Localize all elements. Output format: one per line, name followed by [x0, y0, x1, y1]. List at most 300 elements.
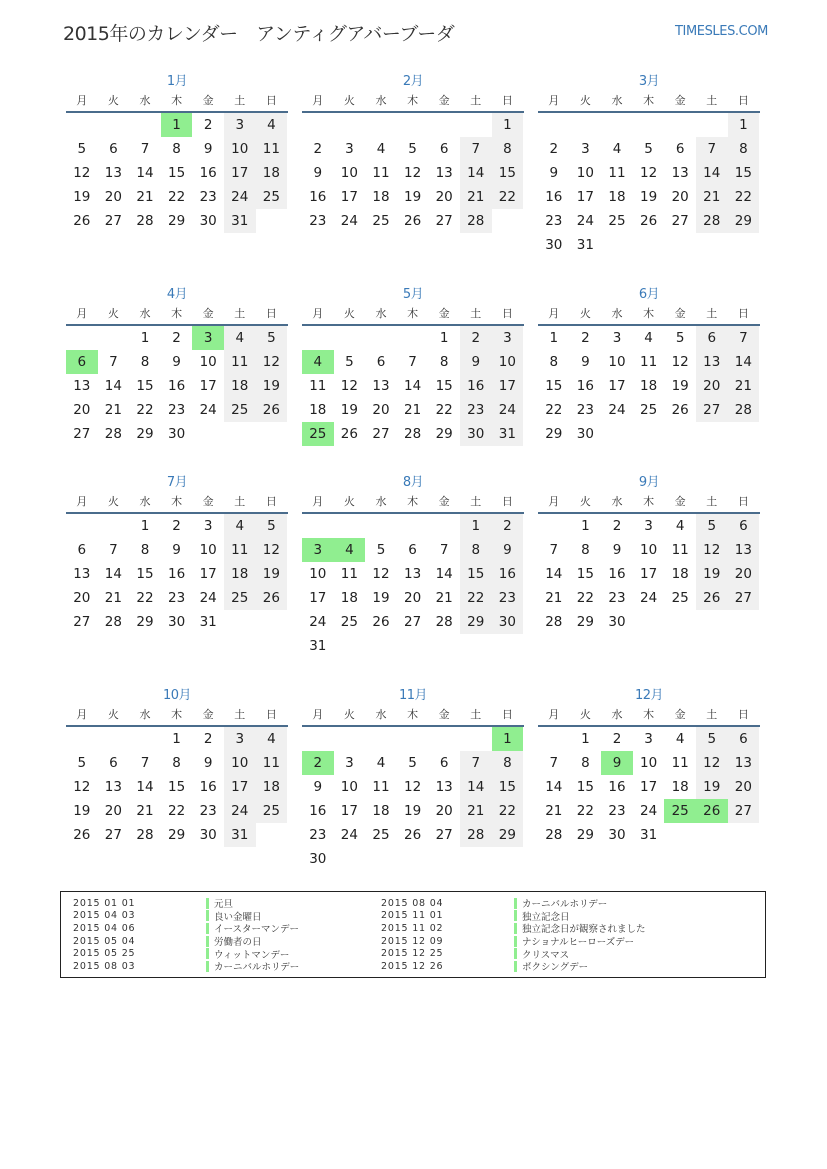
site-logo[interactable]: TIMESLES.COM [674, 24, 768, 39]
day-cell[interactable]: 20 [403, 590, 422, 606]
day-cell[interactable]: 10 [639, 542, 658, 558]
day-cell[interactable]: 19 [372, 590, 390, 606]
day-cell[interactable]: 12 [696, 751, 728, 775]
day-cell[interactable]: 10 [224, 137, 256, 161]
day-cell[interactable]: 10 [492, 350, 524, 374]
day-cell[interactable]: 22 [492, 799, 524, 823]
day-cell[interactable]: 25 [372, 827, 390, 843]
day-cell[interactable]: 28 [104, 426, 122, 442]
day-cell[interactable]: 22 [167, 803, 186, 819]
day-cell[interactable]: 10 [199, 354, 217, 370]
day-cell[interactable]: 5 [644, 141, 653, 157]
day-cell[interactable]: 23 [608, 590, 626, 606]
day-cell[interactable]: 12 [696, 538, 728, 562]
day-cell[interactable]: 14 [104, 566, 122, 582]
day-cell[interactable]: 26 [256, 398, 288, 422]
day-cell[interactable]: 16 [309, 189, 327, 205]
day-cell[interactable]: 14 [545, 779, 563, 795]
day-cell[interactable]: 13 [372, 378, 390, 394]
day-cell[interactable]: 11 [608, 165, 626, 181]
day-cell[interactable]: 17 [492, 374, 524, 398]
day-cell[interactable]: 14 [728, 350, 760, 374]
day-cell[interactable]: 16 [576, 378, 594, 394]
day-cell[interactable]: 12 [256, 538, 288, 562]
day-cell[interactable]: 3 [224, 113, 256, 137]
day-cell[interactable]: 15 [576, 779, 594, 795]
day-cell[interactable]: 10 [576, 165, 594, 181]
day-cell[interactable]: 2 [460, 326, 492, 350]
day-cell[interactable]: 12 [340, 378, 358, 394]
day-cell[interactable]: 13 [73, 378, 91, 394]
day-cell[interactable]: 24 [639, 590, 658, 606]
day-cell[interactable]: 21 [104, 402, 122, 418]
day-cell[interactable]: 4 [376, 755, 386, 771]
day-cell[interactable]: 28 [696, 209, 728, 233]
day-cell[interactable]: 14 [104, 378, 122, 394]
day-cell[interactable]: 17 [199, 378, 217, 394]
day-cell[interactable]: 16 [199, 779, 217, 795]
day-cell[interactable]: 8 [492, 137, 524, 161]
day-cell[interactable]: 21 [104, 590, 122, 606]
day-cell[interactable]: 20 [372, 402, 390, 418]
day-cell[interactable]: 7 [696, 137, 728, 161]
day-cell[interactable]: 25 [302, 422, 334, 446]
day-cell[interactable]: 6 [728, 727, 760, 751]
day-cell[interactable]: 19 [340, 402, 358, 418]
day-cell[interactable]: 6 [439, 141, 449, 157]
day-cell[interactable]: 29 [167, 827, 186, 843]
day-cell[interactable]: 12 [372, 566, 390, 582]
day-cell[interactable]: 23 [199, 189, 217, 205]
day-cell[interactable]: 11 [340, 566, 358, 582]
day-cell[interactable]: 25 [224, 586, 256, 610]
day-cell[interactable]: 24 [224, 185, 256, 209]
day-cell[interactable]: 15 [492, 161, 524, 185]
day-cell[interactable]: 3 [345, 755, 354, 771]
day-cell[interactable]: 30 [309, 851, 327, 867]
day-cell[interactable]: 24 [492, 398, 524, 422]
day-cell[interactable]: 25 [224, 398, 256, 422]
day-cell[interactable]: 15 [167, 165, 186, 181]
day-cell[interactable]: 21 [435, 590, 453, 606]
day-cell[interactable]: 9 [581, 354, 590, 370]
day-cell[interactable]: 1 [140, 518, 150, 534]
day-cell[interactable]: 17 [224, 161, 256, 185]
day-cell[interactable]: 13 [696, 350, 728, 374]
day-cell[interactable]: 2 [172, 518, 181, 534]
day-cell[interactable]: 21 [545, 803, 563, 819]
day-cell[interactable]: 25 [664, 799, 696, 823]
day-cell[interactable]: 16 [608, 566, 626, 582]
day-cell[interactable]: 24 [608, 402, 626, 418]
day-cell[interactable]: 16 [309, 803, 327, 819]
day-cell[interactable]: 12 [403, 165, 422, 181]
day-cell[interactable]: 16 [492, 562, 524, 586]
day-cell[interactable]: 30 [460, 422, 492, 446]
day-cell[interactable]: 30 [608, 827, 626, 843]
day-cell[interactable]: 29 [435, 426, 453, 442]
day-cell[interactable]: 19 [639, 189, 658, 205]
day-cell[interactable]: 27 [728, 586, 760, 610]
day-cell[interactable]: 31 [309, 638, 327, 654]
day-cell[interactable]: 13 [403, 566, 422, 582]
day-cell[interactable]: 1 [460, 514, 492, 538]
day-cell[interactable]: 5 [696, 727, 728, 751]
day-cell[interactable]: 17 [608, 378, 626, 394]
day-cell[interactable]: 9 [612, 542, 622, 558]
day-cell[interactable]: 9 [601, 751, 633, 775]
day-cell[interactable]: 10 [639, 755, 658, 771]
day-cell[interactable]: 26 [403, 827, 422, 843]
day-cell[interactable]: 6 [675, 141, 685, 157]
day-cell[interactable]: 13 [435, 165, 453, 181]
day-cell[interactable]: 12 [671, 354, 689, 370]
day-cell[interactable]: 10 [224, 751, 256, 775]
day-cell[interactable]: 25 [340, 614, 358, 630]
day-cell[interactable]: 20 [104, 803, 122, 819]
day-cell[interactable]: 22 [136, 402, 154, 418]
day-cell[interactable]: 22 [136, 590, 154, 606]
day-cell[interactable]: 8 [439, 354, 449, 370]
day-cell[interactable]: 18 [608, 189, 626, 205]
day-cell[interactable]: 28 [104, 614, 122, 630]
day-cell[interactable]: 6 [408, 542, 417, 558]
day-cell[interactable]: 28 [460, 209, 492, 233]
day-cell[interactable]: 11 [639, 354, 658, 370]
day-cell[interactable]: 11 [309, 378, 327, 394]
day-cell[interactable]: 8 [581, 542, 590, 558]
day-cell[interactable]: 12 [73, 779, 91, 795]
day-cell[interactable]: 11 [372, 165, 390, 181]
day-cell[interactable]: 5 [696, 514, 728, 538]
day-cell[interactable]: 15 [460, 562, 492, 586]
day-cell[interactable]: 24 [340, 213, 358, 229]
day-cell[interactable]: 24 [576, 213, 594, 229]
day-cell[interactable]: 17 [199, 566, 217, 582]
day-cell[interactable]: 30 [167, 614, 186, 630]
day-cell[interactable]: 23 [167, 402, 186, 418]
day-cell[interactable]: 5 [675, 330, 685, 346]
day-cell[interactable]: 9 [313, 779, 323, 795]
day-cell[interactable]: 20 [696, 374, 728, 398]
day-cell[interactable]: 21 [460, 185, 492, 209]
day-cell[interactable]: 30 [608, 614, 626, 630]
day-cell[interactable]: 17 [340, 189, 358, 205]
day-cell[interactable]: 28 [136, 827, 154, 843]
day-cell[interactable]: 29 [136, 614, 154, 630]
day-cell[interactable]: 29 [492, 823, 524, 847]
day-cell[interactable]: 9 [313, 165, 323, 181]
day-cell[interactable]: 2 [313, 141, 323, 157]
day-cell[interactable]: 1 [439, 330, 449, 346]
day-cell[interactable]: 7 [460, 137, 492, 161]
day-cell[interactable]: 8 [460, 538, 492, 562]
day-cell[interactable]: 30 [576, 426, 594, 442]
day-cell[interactable]: 15 [435, 378, 453, 394]
day-cell[interactable]: 18 [372, 803, 390, 819]
day-cell[interactable]: 16 [460, 374, 492, 398]
day-cell[interactable]: 15 [136, 566, 154, 582]
day-cell[interactable]: 18 [372, 189, 390, 205]
day-cell[interactable]: 27 [435, 213, 453, 229]
day-cell[interactable]: 4 [224, 514, 256, 538]
day-cell[interactable]: 11 [224, 350, 256, 374]
day-cell[interactable]: 12 [639, 165, 658, 181]
day-cell[interactable]: 8 [492, 751, 524, 775]
day-cell[interactable]: 21 [545, 590, 563, 606]
day-cell[interactable]: 23 [492, 586, 524, 610]
day-cell[interactable]: 29 [460, 610, 492, 634]
day-cell[interactable]: 13 [104, 779, 122, 795]
day-cell[interactable]: 14 [136, 165, 154, 181]
day-cell[interactable]: 6 [77, 542, 87, 558]
day-cell[interactable]: 20 [73, 590, 91, 606]
day-cell[interactable]: 3 [224, 727, 256, 751]
day-cell[interactable]: 28 [460, 823, 492, 847]
day-cell[interactable]: 29 [136, 426, 154, 442]
day-cell[interactable]: 21 [460, 799, 492, 823]
day-cell[interactable]: 28 [728, 398, 760, 422]
day-cell[interactable]: 19 [403, 803, 422, 819]
day-cell[interactable]: 30 [545, 237, 563, 253]
day-cell[interactable]: 26 [696, 586, 728, 610]
day-cell[interactable]: 26 [73, 213, 91, 229]
day-cell[interactable]: 9 [203, 141, 213, 157]
day-cell[interactable]: 7 [439, 542, 449, 558]
day-cell[interactable]: 3 [302, 538, 334, 562]
day-cell[interactable]: 25 [671, 590, 689, 606]
day-cell[interactable]: 28 [545, 827, 563, 843]
day-cell[interactable]: 16 [608, 779, 626, 795]
day-cell[interactable]: 4 [644, 330, 653, 346]
day-cell[interactable]: 8 [140, 354, 150, 370]
day-cell[interactable]: 23 [167, 590, 186, 606]
day-cell[interactable]: 19 [73, 189, 91, 205]
day-cell[interactable]: 5 [77, 141, 87, 157]
day-cell[interactable]: 19 [73, 803, 91, 819]
day-cell[interactable]: 20 [435, 803, 453, 819]
day-cell[interactable]: 15 [728, 161, 760, 185]
day-cell[interactable]: 25 [256, 185, 288, 209]
day-cell[interactable]: 26 [73, 827, 91, 843]
day-cell[interactable]: 6 [66, 350, 98, 374]
day-cell[interactable]: 2 [203, 731, 213, 747]
day-cell[interactable]: 20 [728, 562, 760, 586]
day-cell[interactable]: 3 [612, 330, 622, 346]
day-cell[interactable]: 24 [224, 799, 256, 823]
day-cell[interactable]: 15 [136, 378, 154, 394]
day-cell[interactable]: 27 [728, 799, 760, 823]
day-cell[interactable]: 2 [581, 330, 590, 346]
day-cell[interactable]: 4 [224, 326, 256, 350]
day-cell[interactable]: 7 [109, 542, 118, 558]
day-cell[interactable]: 17 [340, 803, 358, 819]
day-cell[interactable]: 14 [136, 779, 154, 795]
day-cell[interactable]: 2 [612, 518, 622, 534]
day-cell[interactable]: 1 [728, 113, 760, 137]
day-cell[interactable]: 8 [172, 755, 181, 771]
day-cell[interactable]: 3 [581, 141, 590, 157]
day-cell[interactable]: 26 [340, 426, 358, 442]
day-cell[interactable]: 3 [203, 518, 213, 534]
day-cell[interactable]: 24 [639, 803, 658, 819]
day-cell[interactable]: 10 [199, 542, 217, 558]
day-cell[interactable]: 26 [403, 213, 422, 229]
day-cell[interactable]: 1 [161, 113, 193, 137]
day-cell[interactable]: 19 [256, 374, 288, 398]
day-cell[interactable]: 21 [136, 189, 154, 205]
day-cell[interactable]: 9 [549, 165, 559, 181]
day-cell[interactable]: 23 [309, 827, 327, 843]
day-cell[interactable]: 25 [372, 213, 390, 229]
day-cell[interactable]: 5 [345, 354, 354, 370]
day-cell[interactable]: 14 [403, 378, 422, 394]
day-cell[interactable]: 4 [256, 113, 288, 137]
day-cell[interactable]: 6 [376, 354, 386, 370]
day-cell[interactable]: 6 [728, 514, 760, 538]
day-cell[interactable]: 9 [203, 755, 213, 771]
day-cell[interactable]: 16 [167, 566, 186, 582]
day-cell[interactable]: 15 [492, 775, 524, 799]
day-cell[interactable]: 27 [104, 827, 122, 843]
day-cell[interactable]: 15 [576, 566, 594, 582]
day-cell[interactable]: 29 [167, 213, 186, 229]
day-cell[interactable]: 14 [460, 775, 492, 799]
day-cell[interactable]: 6 [696, 326, 728, 350]
day-cell[interactable]: 1 [492, 113, 524, 137]
day-cell[interactable]: 12 [256, 350, 288, 374]
day-cell[interactable]: 4 [334, 538, 366, 562]
day-cell[interactable]: 22 [728, 185, 760, 209]
day-cell[interactable]: 4 [675, 518, 685, 534]
day-cell[interactable]: 3 [644, 731, 653, 747]
day-cell[interactable]: 22 [492, 185, 524, 209]
day-cell[interactable]: 4 [376, 141, 386, 157]
day-cell[interactable]: 9 [492, 538, 524, 562]
day-cell[interactable]: 10 [340, 165, 358, 181]
day-cell[interactable]: 12 [403, 779, 422, 795]
day-cell[interactable]: 18 [309, 402, 327, 418]
day-cell[interactable]: 29 [545, 426, 563, 442]
day-cell[interactable]: 1 [549, 330, 559, 346]
day-cell[interactable]: 18 [671, 779, 689, 795]
day-cell[interactable]: 4 [675, 731, 685, 747]
day-cell[interactable]: 5 [256, 514, 288, 538]
day-cell[interactable]: 24 [309, 614, 327, 630]
day-cell[interactable]: 6 [109, 755, 118, 771]
day-cell[interactable]: 22 [460, 586, 492, 610]
day-cell[interactable]: 8 [140, 542, 150, 558]
day-cell[interactable]: 1 [581, 518, 590, 534]
day-cell[interactable]: 17 [576, 189, 594, 205]
day-cell[interactable]: 18 [256, 161, 288, 185]
day-cell[interactable]: 7 [549, 755, 559, 771]
day-cell[interactable]: 7 [460, 751, 492, 775]
day-cell[interactable]: 21 [696, 185, 728, 209]
day-cell[interactable]: 13 [671, 165, 689, 181]
day-cell[interactable]: 7 [140, 755, 150, 771]
day-cell[interactable]: 16 [199, 165, 217, 181]
day-cell[interactable]: 7 [140, 141, 150, 157]
day-cell[interactable]: 11 [372, 779, 390, 795]
day-cell[interactable]: 1 [140, 330, 150, 346]
day-cell[interactable]: 29 [576, 614, 594, 630]
day-cell[interactable]: 9 [172, 542, 181, 558]
day-cell[interactable]: 13 [73, 566, 91, 582]
day-cell[interactable]: 24 [199, 402, 217, 418]
day-cell[interactable]: 18 [224, 562, 256, 586]
day-cell[interactable]: 30 [199, 213, 217, 229]
day-cell[interactable]: 23 [608, 803, 626, 819]
day-cell[interactable]: 2 [172, 330, 181, 346]
day-cell[interactable]: 7 [549, 542, 559, 558]
day-cell[interactable]: 6 [109, 141, 118, 157]
day-cell[interactable]: 19 [671, 378, 689, 394]
day-cell[interactable]: 16 [545, 189, 563, 205]
day-cell[interactable]: 9 [172, 354, 181, 370]
day-cell[interactable]: 3 [644, 518, 653, 534]
day-cell[interactable]: 27 [73, 614, 91, 630]
day-cell[interactable]: 24 [340, 827, 358, 843]
day-cell[interactable]: 10 [608, 354, 626, 370]
day-cell[interactable]: 30 [199, 827, 217, 843]
day-cell[interactable]: 25 [639, 402, 658, 418]
day-cell[interactable]: 7 [109, 354, 118, 370]
day-cell[interactable]: 5 [256, 326, 288, 350]
day-cell[interactable]: 23 [199, 803, 217, 819]
day-cell[interactable]: 18 [224, 374, 256, 398]
day-cell[interactable]: 2 [302, 751, 334, 775]
day-cell[interactable]: 6 [439, 755, 449, 771]
day-cell[interactable]: 3 [192, 326, 224, 350]
day-cell[interactable]: 14 [696, 161, 728, 185]
day-cell[interactable]: 1 [172, 731, 181, 747]
day-cell[interactable]: 4 [302, 350, 334, 374]
day-cell[interactable]: 13 [104, 165, 122, 181]
day-cell[interactable]: 18 [340, 590, 358, 606]
day-cell[interactable]: 27 [403, 614, 422, 630]
day-cell[interactable]: 25 [608, 213, 626, 229]
day-cell[interactable]: 21 [728, 374, 760, 398]
day-cell[interactable]: 5 [408, 141, 417, 157]
day-cell[interactable]: 19 [256, 562, 288, 586]
day-cell[interactable]: 8 [549, 354, 559, 370]
day-cell[interactable]: 27 [73, 426, 91, 442]
day-cell[interactable]: 15 [167, 779, 186, 795]
day-cell[interactable]: 22 [545, 402, 563, 418]
day-cell[interactable]: 22 [435, 402, 453, 418]
day-cell[interactable]: 27 [435, 827, 453, 843]
day-cell[interactable]: 20 [671, 189, 689, 205]
day-cell[interactable]: 26 [671, 402, 689, 418]
day-cell[interactable]: 5 [77, 755, 87, 771]
day-cell[interactable]: 23 [576, 402, 594, 418]
day-cell[interactable]: 19 [403, 189, 422, 205]
day-cell[interactable]: 19 [696, 775, 728, 799]
day-cell[interactable]: 1 [581, 731, 590, 747]
day-cell[interactable]: 8 [172, 141, 181, 157]
day-cell[interactable]: 3 [492, 326, 524, 350]
day-cell[interactable]: 17 [309, 590, 327, 606]
day-cell[interactable]: 28 [136, 213, 154, 229]
day-cell[interactable]: 3 [345, 141, 354, 157]
day-cell[interactable]: 7 [728, 326, 760, 350]
day-cell[interactable]: 20 [435, 189, 453, 205]
day-cell[interactable]: 23 [545, 213, 563, 229]
day-cell[interactable]: 5 [376, 542, 386, 558]
day-cell[interactable]: 31 [639, 827, 658, 843]
day-cell[interactable]: 29 [576, 827, 594, 843]
